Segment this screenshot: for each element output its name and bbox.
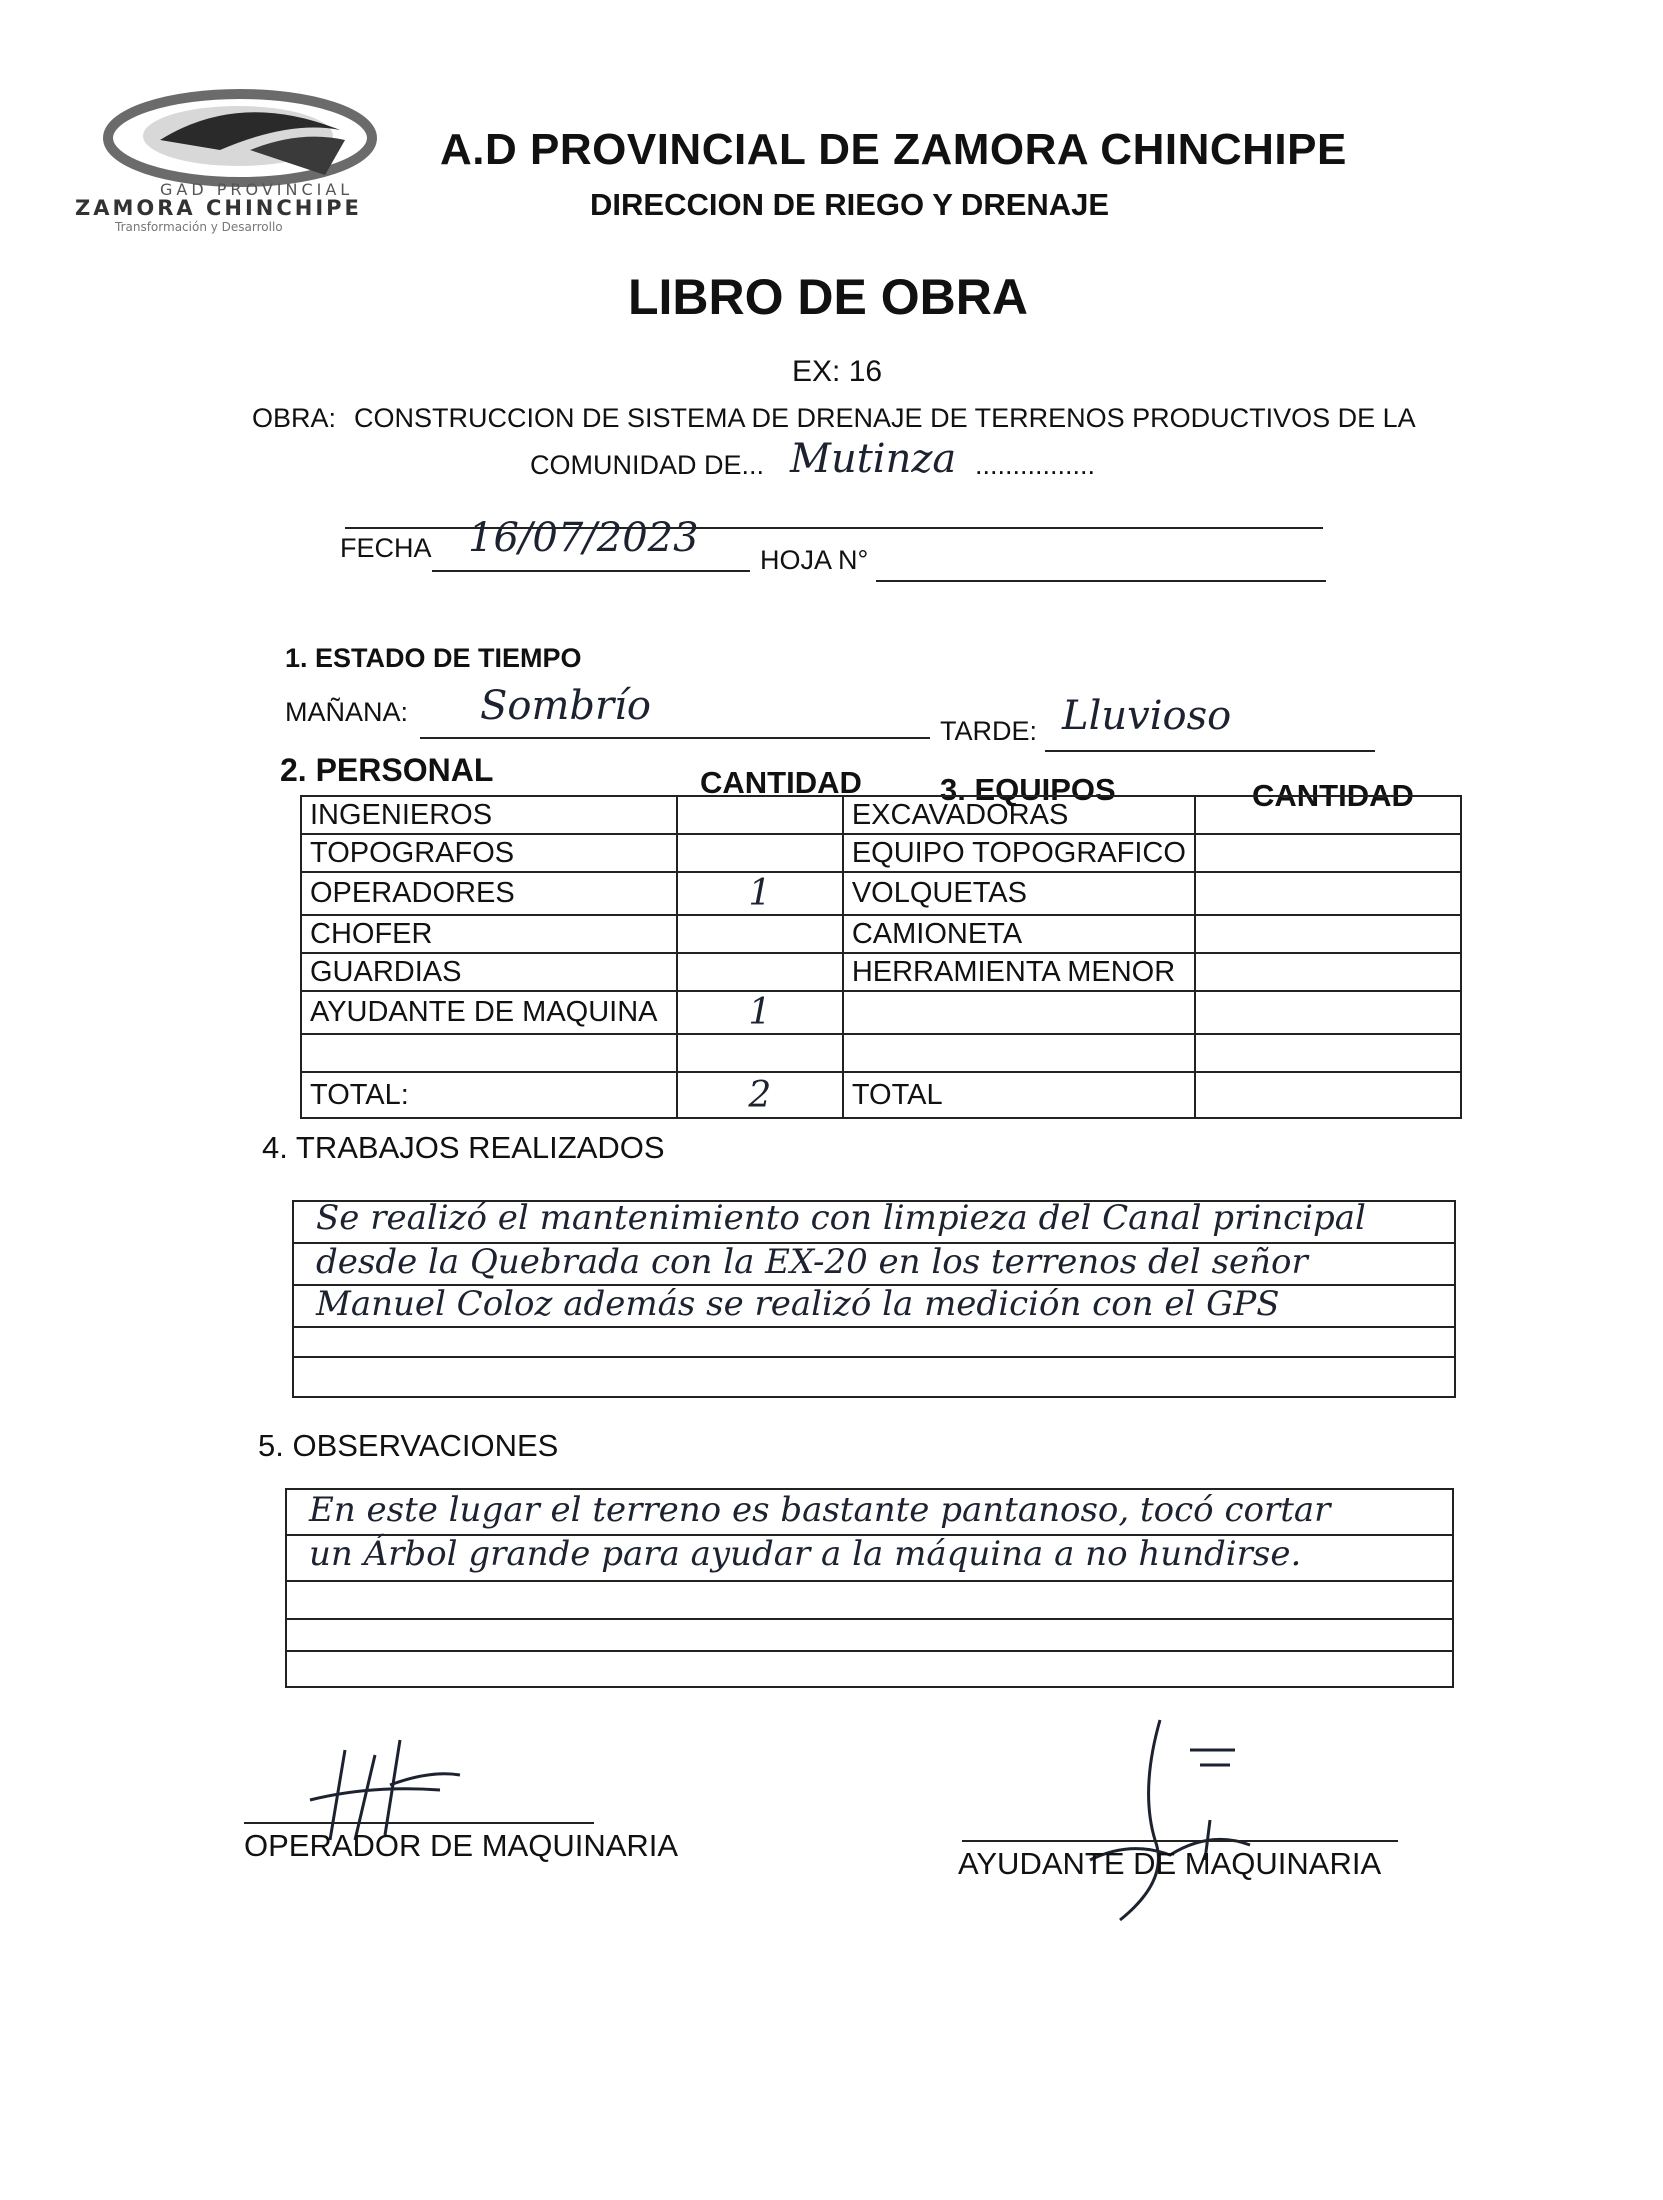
- table-row: [301, 991, 1461, 1034]
- equipo-value: [1195, 953, 1461, 991]
- operador-signature-line: [244, 1822, 594, 1824]
- header-title: A.D PROVINCIAL DE ZAMORA CHINCHIPE: [440, 125, 1347, 174]
- trabajos-line-3: Manuel Coloz además se realizó la medición con el GPS: [316, 1284, 1280, 1324]
- afternoon-label: TARDE:: [940, 716, 1038, 746]
- obra-text: CONSTRUCCION DE SISTEMA DE DRENAJE DE TERRENOS PRODUCTIVOS DE LA: [354, 403, 1416, 433]
- logo-line2: ZAMORA CHINCHIPE: [75, 196, 362, 220]
- personal-label-ayudante: AYUDANTE DE MAQUINA: [301, 991, 677, 1034]
- observaciones-heading: 5. OBSERVACIONES: [258, 1428, 559, 1463]
- trabajos-line-1: Se realizó el mantenimiento con limpieza del Canal principal: [316, 1198, 1366, 1238]
- hoja-underline: [876, 580, 1326, 582]
- equipo-label-empty: [843, 991, 1195, 1034]
- ruled-line: [294, 1326, 1454, 1328]
- community-dots: ................: [975, 450, 1096, 480]
- header-subtitle: DIRECCION DE RIEGO Y DRENAJE: [590, 187, 1110, 222]
- table-row: [301, 834, 1461, 872]
- ayudante-signature-line: [962, 1840, 1398, 1842]
- equipos-heading: 3. EQUIPOS: [940, 772, 1116, 807]
- observaciones-line-1: En este lugar el terreno es bastante pantanoso, tocó cortar: [309, 1490, 1331, 1530]
- table-row: [301, 953, 1461, 991]
- personal-label-empty: [301, 1034, 677, 1072]
- equipos-total-value: [1195, 1072, 1461, 1118]
- morning-value: Sombrío: [480, 683, 652, 729]
- community-value: Mutinza: [790, 436, 957, 482]
- ex-label: EX: 16: [792, 355, 883, 388]
- fecha-label: FECHA: [340, 533, 432, 563]
- personal-heading: 2. PERSONAL: [280, 752, 494, 788]
- equipos-cantidad-header: CANTIDAD: [1252, 778, 1414, 813]
- personal-label-ingenieros: INGENIEROS: [301, 796, 677, 834]
- equipo-label-empty: [843, 1034, 1195, 1072]
- table-row: [301, 1034, 1461, 1072]
- personal-value: [677, 953, 843, 991]
- morning-label: MAÑANA:: [285, 697, 409, 727]
- operador-label: OPERADOR DE MAQUINARIA: [244, 1828, 679, 1863]
- personal-total-value: 2: [677, 1072, 843, 1118]
- logo-line3: Transformación y Desarrollo: [115, 220, 283, 234]
- community-label: COMUNIDAD DE...: [530, 450, 765, 480]
- personal-label-operadores: OPERADORES: [301, 872, 677, 915]
- table-row: [301, 872, 1461, 915]
- equipo-value: [1195, 872, 1461, 915]
- equipos-total-label: TOTAL: [843, 1072, 1195, 1118]
- fecha-value: 16/07/2023: [468, 515, 699, 561]
- fecha-underline: [432, 570, 750, 572]
- personal-value: [677, 834, 843, 872]
- logo: [70, 80, 440, 234]
- afternoon-value: Lluvioso: [1062, 693, 1232, 739]
- trabajos-heading: 4. TRABAJOS REALIZADOS: [262, 1130, 665, 1165]
- ruled-line: [287, 1580, 1452, 1582]
- hoja-label: HOJA N°: [760, 545, 869, 575]
- equipo-value: [1195, 991, 1461, 1034]
- equipo-label-topografico: EQUIPO TOPOGRAFICO: [843, 834, 1195, 872]
- personal-equipos-table: [300, 795, 1462, 1119]
- personal-cantidad-header: CANTIDAD: [700, 765, 862, 800]
- logo-line1: GAD PROVINCIAL: [160, 180, 354, 199]
- morning-underline: [420, 737, 930, 739]
- ayudante-label: AYUDANTE DE MAQUINARIA: [958, 1846, 1382, 1881]
- personal-total-label: TOTAL:: [301, 1072, 677, 1118]
- afternoon-underline: [1045, 750, 1375, 752]
- ruled-line: [287, 1650, 1452, 1652]
- equipo-label-excavadoras: EXCAVADORAS: [843, 796, 1195, 834]
- personal-value: 1: [677, 872, 843, 915]
- equipo-value: [1195, 834, 1461, 872]
- equipo-value: [1195, 915, 1461, 953]
- personal-label-guardias: GUARDIAS: [301, 953, 677, 991]
- observaciones-line-2: un Árbol grande para ayudar a la máquina a no hundirse.: [309, 1534, 1302, 1574]
- ruled-line: [294, 1356, 1454, 1358]
- observaciones-box: [285, 1488, 1454, 1688]
- personal-value: [677, 915, 843, 953]
- equipo-value: [1195, 796, 1461, 834]
- personal-value: 1: [677, 991, 843, 1034]
- trabajos-box: [292, 1200, 1456, 1398]
- personal-value: [677, 1034, 843, 1072]
- ruled-line: [287, 1618, 1452, 1620]
- table-row-total: [301, 1072, 1461, 1118]
- ayudante-signature-icon: [1060, 1710, 1300, 1930]
- book-title: LIBRO DE OBRA: [628, 269, 1028, 325]
- personal-label-topografos: TOPOGRAFOS: [301, 834, 677, 872]
- personal-value: [677, 796, 843, 834]
- equipo-value: [1195, 1034, 1461, 1072]
- trabajos-line-2: desde la Quebrada con la EX-20 en los terrenos del señor: [316, 1242, 1308, 1282]
- obra-label: OBRA:: [252, 403, 337, 433]
- equipo-label-camioneta: CAMIONETA: [843, 915, 1195, 953]
- table-row: [301, 796, 1461, 834]
- personal-label-chofer: CHOFER: [301, 915, 677, 953]
- logo-emblem-icon: [100, 80, 380, 190]
- equipo-label-volquetas: VOLQUETAS: [843, 872, 1195, 915]
- weather-heading: 1. ESTADO DE TIEMPO: [285, 643, 582, 673]
- equipo-label-herramienta: HERRAMIENTA MENOR: [843, 953, 1195, 991]
- table-row: [301, 915, 1461, 953]
